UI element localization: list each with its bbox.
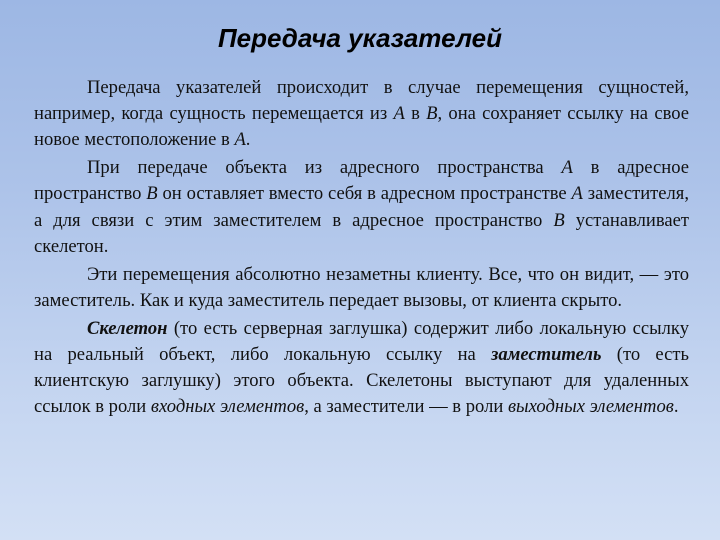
term-proxy: заместитель [491,343,602,365]
text-segment-italic: A [561,157,573,179]
text-segment: в адресное пространство [34,157,689,205]
text-segment: (то есть клиентскую заглушку) этого объекта. Скелетоны выступают для удаленных ссылок в роли [34,343,689,418]
text-segment-italic: выходных элементов [507,396,674,418]
text-segment-italic: A [234,129,246,151]
term-bold-italic [491,344,601,365]
text-segment: Эти перемещения абсолютно незаметны клиенту. Все, что он видит, — это заместитель. Как и куда заместитель передает вызовы, от клиента скрыто. [34,263,689,311]
text-segment: . [673,396,679,418]
text-segment: в [404,103,427,125]
text-segment: Передача указателей происходит в случае перемещения сущностей, например, когда сущность перемещается из [34,77,689,125]
text-segment: заместителя, а для связи с этим заместителем в адресное пространство [34,183,690,231]
text-segment: При передаче объекта из адресного пространства [87,157,562,179]
text-segment: он оставляет вместо себя в адресном пространстве [157,183,572,205]
term-skeleton: Скелетон [87,317,168,339]
slide-title: Передача указателей [217,23,503,53]
paragraph-2 [34,155,689,260]
text-segment: (то есть серверная заглушка) содержит либо локальную ссылку на реальный объект, либо локальную ссылку на [34,317,689,365]
text-segment-italic: B [553,209,565,231]
text-segment: . [245,129,251,151]
text-segment: , она сохраняет ссылку на свое новое местоположение в [34,103,690,151]
text-segment-italic: входных элементов [150,396,305,418]
text-segment-italic: A [393,103,405,125]
paragraph-4 [34,316,689,421]
paragraph-1 [34,75,689,154]
text-segment-italic: B [146,183,158,205]
paragraph-3 [34,262,689,314]
term-bold-italic [87,318,167,339]
text-segment: , а заместители — в роли [304,396,508,418]
text-segment-italic: A [571,183,583,205]
slide-body [34,75,689,422]
text-segment-italic: B [426,103,438,125]
text-segment: устанавливает скелетон. [34,209,689,257]
